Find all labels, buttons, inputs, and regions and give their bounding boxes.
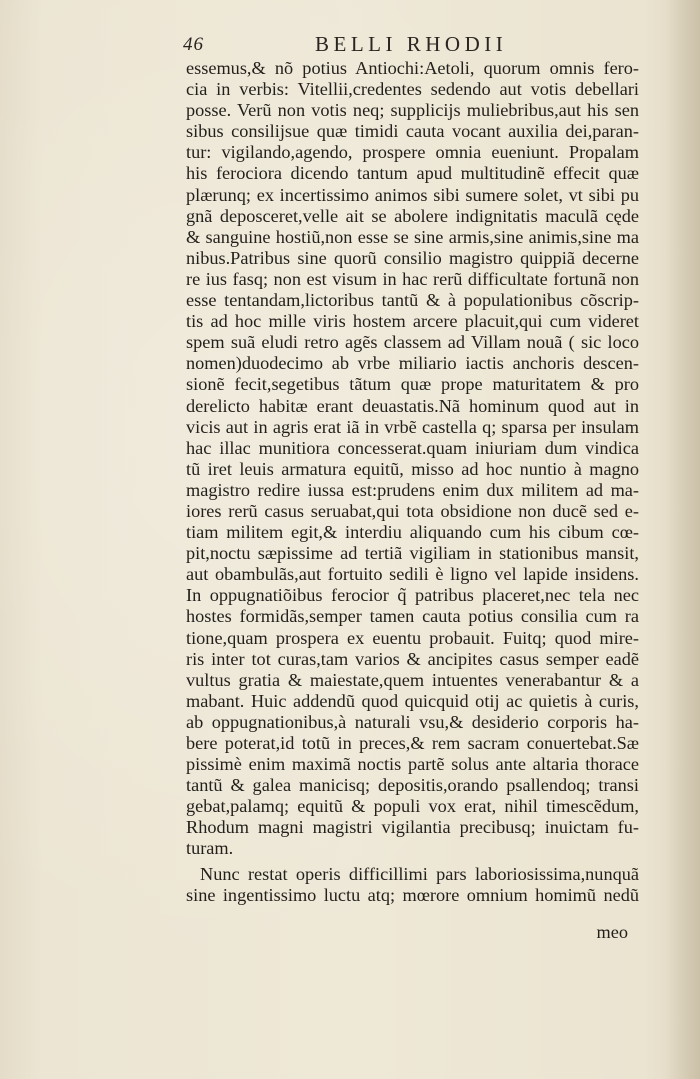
text-line: cia in verbis: Vitellii,credentes sedendo aut votis debellari	[186, 79, 639, 100]
text-line: gnã deposceret,velle ait se abolere indignitatis maculã cędе	[186, 205, 639, 226]
text-line: Nunc restat operis difficillimi pars laboriosissima,nunquã	[200, 863, 639, 884]
text-line: tũ iret leuis armatura equitũ, misso ad hoc nuntio à magno	[186, 458, 639, 479]
text-line: sine ingentissimo luctu atq; mœrore omnium homimũ nedũ	[186, 884, 639, 905]
text-block	[186, 58, 639, 906]
text-line: re ius fasq; non est visum in hac rerũ difficultate fortunã non	[186, 268, 639, 289]
running-head	[183, 32, 643, 58]
text-line: turam.	[186, 838, 234, 859]
text-line: gebat,palamq; equitũ & populi vox erat, nihil timescẽdum,	[186, 796, 639, 817]
text-line: tur: vigilando,agendo, prospere omnia eueniunt. Propalam	[186, 142, 639, 163]
text-line: tiam militem egit,& interdiu aliquando cum his cibum cœ-	[186, 522, 639, 543]
text-line: nomen)duodecimo ab vrbe miliario iactis anchoris descen-	[186, 353, 639, 374]
text-line: aut obambulãs,aut fortuito sedili è ligno vel lapide insidens.	[186, 564, 639, 585]
text-line: his ferociora dicendo tantum apud multitudinẽ effecit quæ	[186, 163, 639, 184]
text-line: ris inter tot curas,tam varios & ancipites casus semper eadẽ	[186, 648, 639, 669]
text-line: plærunq; ex incertissimo animos sibi sumere solet, vt sibi pu	[186, 184, 639, 205]
text-line: sionẽ fecit,segetibus tãtum quæ prope maturitatem & pro	[186, 374, 639, 395]
text-line: bere poterat,id totũ in preces,& rem sacram conuertebat.Sæ	[186, 733, 639, 753]
running-title: BELLI RHODII	[315, 32, 508, 56]
page-number: 46	[183, 34, 204, 55]
text-line: hostes formidãs,semper tamen cauta potius consilia cum ra	[186, 606, 639, 627]
text-line: vultus gratia & maiestate,quem intuentes venerabantur & a	[186, 669, 639, 690]
text-line: & sanguine hostiũ,non esse se sine armis,sine animis,sine ma	[186, 226, 639, 247]
text-line: Rhodum magni magistri vigilantia precibusq; inuictam fu-	[186, 817, 639, 838]
text-line: hac illac munitiora concesserat.quam iniuriam dum vindica	[186, 437, 639, 458]
text-line: vicis aut in agris erat iã in vrbẽ castella q; sparsa per insulam	[186, 416, 639, 437]
text-line: tis ad hoc mille viris hostem arcere placuit,qui cum videret	[186, 311, 639, 332]
page-gutter-shadow	[666, 0, 700, 1079]
text-line: esse tentandam,lictoribus tantũ & à populationibus cõscrip-	[186, 290, 639, 311]
text-line: tantũ & galea manicisq; depositis,orando psallendoq; transi	[186, 775, 639, 796]
text-line: tione,quam prospera ex euentu probauit. Fuitq; quod mire-	[186, 627, 639, 648]
text-line: essemus,& nõ potius Antiochi:Aetoli, quorum omnis fero-	[186, 58, 639, 78]
text-line: pit,noctu sæpissime ad tertiã vigiliam in stationibus mansit,	[186, 543, 639, 564]
text-line: spem suã eludi retro agẽs classem ad Villam nouã ( sic loco	[186, 332, 639, 353]
text-line: In oppugnatiõibus ferocior q̃ patribus placeret,nec tela nec	[186, 585, 639, 606]
text-line: nibus.Patribus sine quorũ consilio magistro quippiã decerne	[186, 247, 639, 268]
catchword: meo	[596, 922, 628, 942]
text-line: magistro redire iussa est:prudens enim dux militem ad ma-	[186, 479, 639, 500]
text-line: iores rerũ casus seruabat,qui tota obsidione non ducẽ sed e-	[186, 500, 639, 521]
text-line: pissimè enim maximã noctis partẽ solus ante altaria thorace	[186, 754, 639, 775]
text-line: ab oppugnationibus,à naturali vsu,& desiderio corporis ha-	[186, 711, 639, 732]
text-line: mabant. Huic addendũ quod quicquid otij ac quietis à curis,	[186, 690, 639, 711]
text-line: derelicto habitæ erant deuastatis.Nã hominum quod aut in	[186, 395, 639, 416]
text-line: posse. Verũ non votis neq; supplicijs muliebribus,aut his sen	[186, 100, 639, 121]
text-line: sibus consilijsue quæ timidi cauta vocant auxilia dei,paran-	[186, 121, 639, 142]
